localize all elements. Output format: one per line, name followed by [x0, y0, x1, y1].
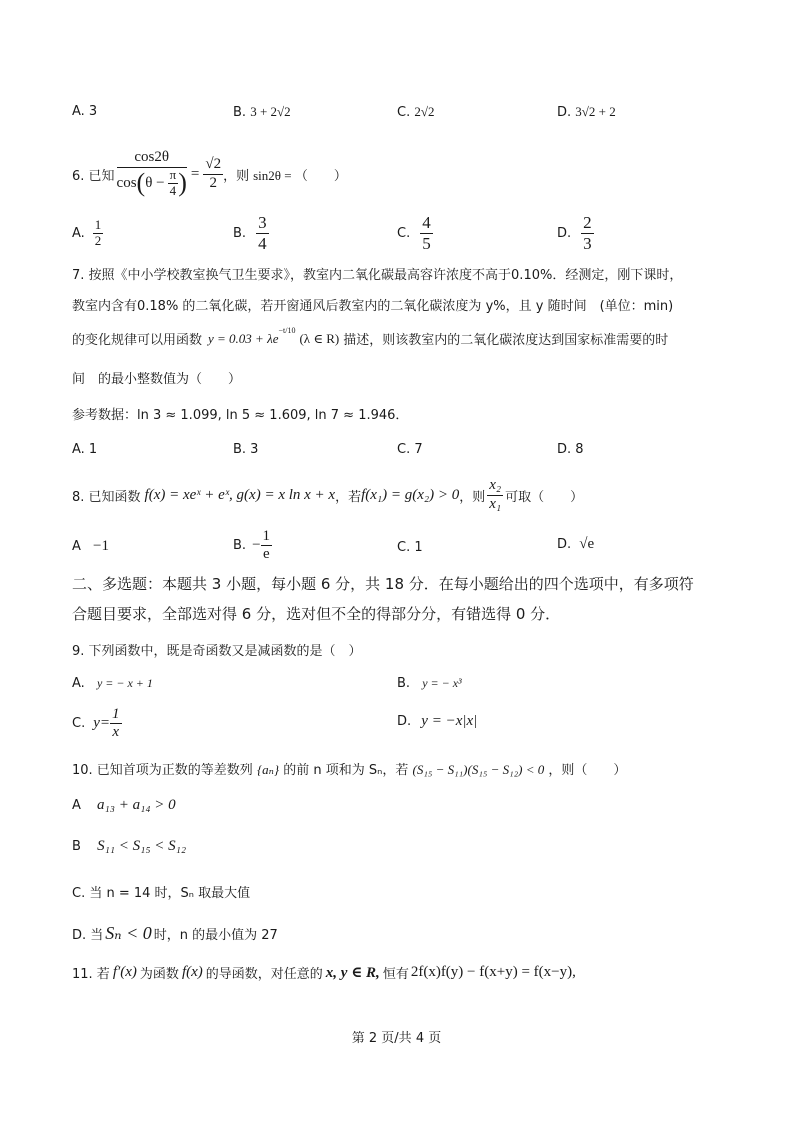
math: a₁₃ + a₁₄ > 0 — [97, 797, 176, 813]
math: y = −x|x| — [421, 713, 478, 729]
math: 2f(x)f(y) − f(x+y) = f(x−y), — [410, 964, 576, 980]
num: x₂ — [487, 477, 503, 495]
q6-ask: sin2θ = （ ） — [253, 167, 347, 183]
num: 1 — [110, 706, 122, 724]
option-label: D. — [557, 225, 572, 241]
q7-line4: 间 的最小整数值为（ ） — [72, 372, 242, 387]
math: Sₙ < 0 — [105, 923, 152, 943]
text: D. 当 — [72, 928, 104, 943]
math: x, y ∈ R, — [325, 965, 380, 981]
q7-line3 — [72, 326, 669, 348]
num: 1 — [94, 217, 102, 232]
option-label: A. — [72, 676, 85, 691]
fraction — [110, 706, 122, 742]
denominator — [117, 168, 187, 199]
q6-option-b — [233, 213, 269, 253]
q7-line1: 7. 按照《中小学校教室换气卫生要求》，教室内二氧化碳最高容许浓度不高于0.10%．经测定，刚下课时， — [72, 268, 683, 283]
option-label: A. — [72, 225, 85, 241]
math: S₁₁ < S₁₅ < S₁₂ — [97, 838, 187, 854]
cos-text: cos — [116, 174, 137, 191]
q7-line2: 教室内含有0.18% 的二氧化碳，若开窗通风后教室内的二氧化碳浓度为 y%，且 y 随时间 (单位：min) — [72, 299, 674, 314]
q9-option-a — [72, 676, 153, 691]
q5-option-d — [557, 104, 616, 120]
option-label: B. — [233, 225, 247, 241]
q8-option-c: C. 1 — [397, 540, 423, 555]
pi-den: 4 — [169, 182, 177, 198]
q9-option-b — [397, 676, 462, 691]
option-label: B. — [397, 676, 411, 691]
fraction — [261, 528, 273, 564]
option-label: C. — [397, 105, 411, 120]
math: 3√2 + 2 — [575, 104, 616, 119]
q10-stem — [72, 759, 626, 778]
math: (λ ∈ R) — [299, 330, 340, 346]
q8-option-d — [557, 536, 594, 553]
option-label: D. — [557, 537, 572, 552]
q6-prefix: 6. 已知 — [72, 168, 115, 184]
den: x₁ — [489, 495, 502, 512]
page-footer: 第 2 页/共 4 页 — [351, 1031, 442, 1046]
q5-option-a: A. 3 — [72, 104, 98, 119]
q7-option-c: C. 7 — [397, 442, 423, 457]
fraction — [93, 218, 104, 249]
q10-option-b — [72, 838, 186, 855]
math: y= — [93, 715, 110, 732]
fraction — [581, 213, 594, 253]
q7-reference: 参考数据：ln 3 ≈ 1.099, ln 5 ≈ 1.609, ln 7 ≈ 1.946． — [72, 408, 409, 423]
q6-stem — [72, 139, 347, 209]
rhs-den: 2 — [209, 174, 217, 191]
math: 2√2 — [414, 104, 435, 119]
text: ，则（ ） — [548, 763, 627, 778]
text: 时，n 的最小值为 27 — [153, 928, 278, 943]
q9-option-c — [72, 706, 122, 742]
text: ，若 — [335, 489, 362, 505]
q5-option-b — [233, 104, 291, 120]
option-label: D. — [557, 105, 572, 120]
option-label: A — [72, 539, 81, 554]
pi-fraction — [168, 168, 179, 199]
text: 11. 若 — [72, 967, 110, 982]
paren: ) — [178, 168, 187, 198]
math: {aₙ} — [256, 762, 280, 777]
theta-text: θ − — [145, 174, 165, 191]
text: 的导函数，对任意的 — [205, 967, 323, 982]
q10-option-c: C. 当 n = 14 时，Sₙ 取最大值 — [72, 886, 251, 901]
q7-option-a: A. 1 — [72, 442, 98, 457]
num: 2 — [583, 213, 592, 232]
text: 的变化规律可以用函数 — [72, 333, 203, 348]
q11-stem — [72, 963, 576, 982]
fraction — [256, 213, 269, 253]
q10-option-a — [72, 797, 176, 814]
q8-option-b — [233, 528, 272, 564]
math: −1 — [93, 538, 110, 554]
math: (S₁₅ − S₁₁)(S₁₅ − S₁₂) < 0 — [412, 762, 545, 777]
num: 3 — [258, 213, 267, 232]
option-label: C. — [72, 716, 86, 732]
q7-option-d: D. 8 — [557, 442, 584, 457]
option-label: B — [72, 839, 81, 854]
q6-option-a — [72, 218, 103, 249]
q6-option-c — [397, 213, 433, 253]
q10-option-d — [72, 923, 278, 944]
math: f′(x) — [112, 964, 137, 980]
paren: ( — [136, 168, 146, 198]
q6-rhs-fraction — [203, 156, 223, 192]
den: 5 — [422, 233, 431, 253]
q9-stem: 9. 下列函数中，既是奇函数又是减函数的是（ ） — [72, 644, 362, 659]
option-label: D. — [397, 714, 412, 729]
q9-option-d — [397, 713, 477, 730]
den: e — [262, 546, 270, 563]
text: 恒有 — [382, 967, 409, 982]
den: 4 — [258, 233, 267, 253]
q8-option-a — [72, 538, 109, 555]
den: 2 — [94, 232, 102, 248]
q5-option-c — [397, 104, 435, 120]
math: f(x) = xeˣ + eˣ, g(x) = x ln x + x — [144, 486, 336, 503]
math: y = − x + 1 — [96, 676, 153, 690]
q6-fraction — [117, 149, 187, 198]
text: 10. 已知首项为正数的等差数列 — [72, 763, 253, 778]
rhs-num: √2 — [203, 156, 223, 174]
math: f(x₁) = g(x₂) > 0 — [361, 486, 460, 503]
math: y = − x³ — [422, 676, 462, 690]
text: 描述，则该教室内的二氧化碳浓度达到国家标准需要的时 — [343, 333, 669, 348]
section2-line1: 二、多选题：本题共 3 小题，每小题 6 分，共 18 分．在每小题给出的四个选项中，有多项符 — [72, 575, 694, 593]
den: 3 — [583, 233, 592, 253]
section2-line2: 合题目要求，全部选对得 6 分，选对但不全的得部分分，有错选得 0 分． — [72, 605, 561, 623]
math: 3 + 2√2 — [250, 104, 291, 119]
equals: = — [190, 165, 200, 182]
pi-num: π — [169, 166, 177, 182]
text: 为函数 — [139, 967, 179, 982]
text: 可取（ ） — [505, 489, 584, 505]
fraction — [420, 213, 433, 253]
option-label: C. — [397, 225, 411, 241]
text: 的前 n 项和为 Sₙ，若 — [283, 763, 409, 778]
q7-option-b: B. 3 — [233, 442, 259, 457]
q6-option-d — [557, 213, 594, 253]
text: 8. 已知函数 — [72, 489, 141, 505]
option-label: B. — [233, 538, 247, 554]
neg: − — [252, 537, 261, 554]
q6-suffix: ，则 — [223, 168, 250, 184]
exponent: −t/10 — [278, 326, 296, 335]
num: 1 — [261, 528, 273, 546]
math: √e — [579, 536, 595, 552]
fraction — [487, 477, 503, 513]
num: 4 — [422, 213, 431, 232]
option-label: B. — [233, 105, 247, 120]
numerator: cos2θ — [117, 149, 187, 167]
q8-stem — [72, 475, 583, 515]
text: ，则 — [459, 489, 486, 505]
den: x — [112, 724, 120, 741]
option-label: A — [72, 798, 81, 813]
math: y = 0.03 + λe — [208, 330, 279, 346]
math: f(x) — [181, 964, 203, 980]
